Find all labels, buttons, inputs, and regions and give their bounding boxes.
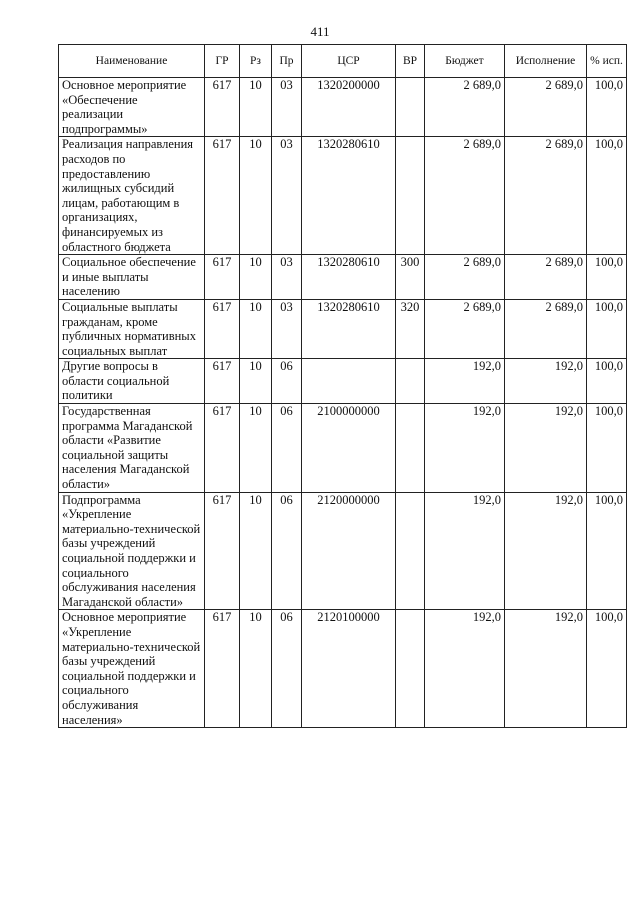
row-pr: 06: [272, 359, 302, 404]
table-row: [59, 137, 627, 255]
row-percent: 100,0: [587, 299, 627, 358]
row-gr: 617: [205, 610, 240, 728]
row-percent: 100,0: [587, 404, 627, 493]
header-budget: Бюджет: [425, 45, 505, 78]
row-execution: 192,0: [505, 359, 587, 404]
row-name: Основное мероприятие «Укрепление материально-технической базы учреждений социальной поддержки и социального обслуживания населения»: [59, 610, 205, 728]
row-rz: 10: [240, 299, 272, 358]
row-budget: 2 689,0: [425, 78, 505, 137]
row-csr: 2120100000: [302, 610, 396, 728]
row-pr: 06: [272, 492, 302, 610]
row-csr: 1320280610: [302, 137, 396, 255]
row-vr: 300: [396, 255, 425, 300]
row-gr: 617: [205, 255, 240, 300]
row-rz: 10: [240, 404, 272, 493]
row-name: Государственная программа Магаданской области «Развитие социальной защиты населения Магаданской области»: [59, 404, 205, 493]
row-budget: 192,0: [425, 359, 505, 404]
row-gr: 617: [205, 78, 240, 137]
row-rz: 10: [240, 492, 272, 610]
row-pr: 03: [272, 78, 302, 137]
header-percent: % исп.: [587, 45, 627, 78]
row-name: Подпрограмма «Укрепление материально-технической базы учреждений социальной поддержки и социального обслуживания населения Магаданской области»: [59, 492, 205, 610]
row-csr: 1320280610: [302, 255, 396, 300]
row-budget: 192,0: [425, 404, 505, 493]
row-vr: [396, 137, 425, 255]
row-name: Реализация направления расходов по предоставлению жилищных субсидий лицам, работающим в организациях, финансируемых из областного бюджета: [59, 137, 205, 255]
row-csr: 2100000000: [302, 404, 396, 493]
row-execution: 192,0: [505, 404, 587, 493]
table-header-row: [59, 45, 627, 78]
row-name: Социальное обеспечение и иные выплаты населению: [59, 255, 205, 300]
row-vr: [396, 404, 425, 493]
row-percent: 100,0: [587, 137, 627, 255]
row-rz: 10: [240, 137, 272, 255]
row-csr: 1320280610: [302, 299, 396, 358]
row-execution: 192,0: [505, 610, 587, 728]
row-name: Основное мероприятие «Обеспечение реализации подпрограммы»: [59, 78, 205, 137]
row-name: Другие вопросы в области социальной политики: [59, 359, 205, 404]
row-vr: 320: [396, 299, 425, 358]
row-percent: 100,0: [587, 255, 627, 300]
table-row: [59, 404, 627, 493]
row-csr: 1320200000: [302, 78, 396, 137]
header-csr: ЦСР: [302, 45, 396, 78]
row-percent: 100,0: [587, 492, 627, 610]
table-row: [59, 255, 627, 300]
row-vr: [396, 78, 425, 137]
header-gr: ГР: [205, 45, 240, 78]
header-vr: ВР: [396, 45, 425, 78]
row-rz: 10: [240, 78, 272, 137]
table-row: [59, 492, 627, 610]
table-row: [59, 610, 627, 728]
row-gr: 617: [205, 137, 240, 255]
header-pr: Пр: [272, 45, 302, 78]
row-budget: 2 689,0: [425, 137, 505, 255]
row-budget: 192,0: [425, 492, 505, 610]
header-name: Наименование: [59, 45, 205, 78]
row-percent: 100,0: [587, 78, 627, 137]
table-row: [59, 299, 627, 358]
row-pr: 06: [272, 610, 302, 728]
row-rz: 10: [240, 255, 272, 300]
table-row: [59, 78, 627, 137]
row-pr: 03: [272, 299, 302, 358]
row-pr: 06: [272, 404, 302, 493]
row-budget: 192,0: [425, 610, 505, 728]
row-csr: 2120000000: [302, 492, 396, 610]
row-percent: 100,0: [587, 610, 627, 728]
row-pr: 03: [272, 137, 302, 255]
table-row: [59, 359, 627, 404]
row-pr: 03: [272, 255, 302, 300]
row-budget: 2 689,0: [425, 255, 505, 300]
budget-execution-table: [58, 44, 627, 728]
row-gr: 617: [205, 404, 240, 493]
row-execution: 192,0: [505, 492, 587, 610]
row-vr: [396, 610, 425, 728]
page-number: 411: [310, 24, 330, 39]
row-csr: [302, 359, 396, 404]
row-rz: 10: [240, 610, 272, 728]
row-gr: 617: [205, 492, 240, 610]
row-rz: 10: [240, 359, 272, 404]
row-percent: 100,0: [587, 359, 627, 404]
row-execution: 2 689,0: [505, 78, 587, 137]
row-execution: 2 689,0: [505, 137, 587, 255]
row-vr: [396, 492, 425, 610]
header-execution: Исполнение: [505, 45, 587, 78]
row-gr: 617: [205, 359, 240, 404]
header-rz: Рз: [240, 45, 272, 78]
row-execution: 2 689,0: [505, 299, 587, 358]
row-name: Социальные выплаты гражданам, кроме публичных нормативных социальных выплат: [59, 299, 205, 358]
row-budget: 2 689,0: [425, 299, 505, 358]
row-gr: 617: [205, 299, 240, 358]
row-execution: 2 689,0: [505, 255, 587, 300]
row-vr: [396, 359, 425, 404]
